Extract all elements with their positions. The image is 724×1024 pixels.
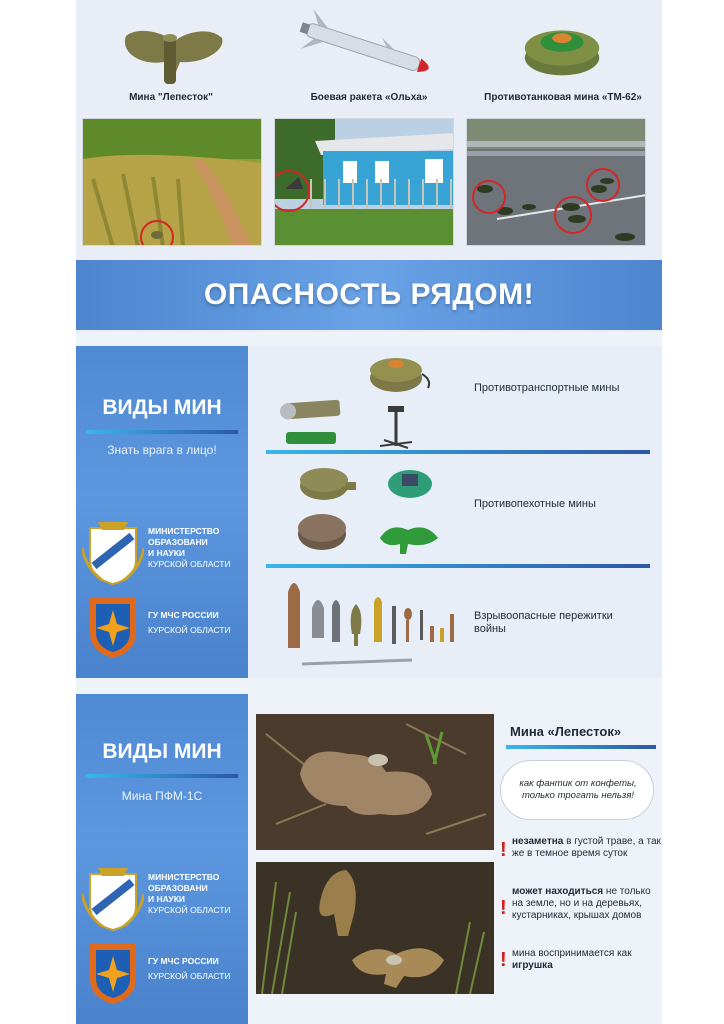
anti-personnel-label: Противопехотные мины bbox=[474, 498, 596, 510]
exclamation-icon: ! bbox=[500, 949, 507, 971]
separator-1 bbox=[266, 450, 650, 454]
mchs-line2: КУРСКОЙ ОБЛАСТИ bbox=[148, 625, 231, 635]
mchs-emblem-icon bbox=[82, 938, 144, 1006]
mine-types-panel bbox=[76, 346, 662, 678]
ministry-line4: КУРСКОЙ ОБЛАСТИ bbox=[148, 905, 231, 915]
ministry-logo bbox=[82, 864, 248, 932]
ministry-line4: КУРСКОЙ ОБЛАСТИ bbox=[148, 559, 231, 569]
mchs-emblem-icon bbox=[82, 592, 144, 660]
tm62-caption: Противотанковая мина «ТМ-62» bbox=[484, 92, 642, 103]
explosive-remnants-label: Взрывоопасные пережитки войны bbox=[474, 610, 613, 635]
anti-vehicle-mines-image bbox=[276, 350, 466, 450]
rocket-caption: Боевая ракета «Ольха» bbox=[310, 92, 428, 103]
ministry-line3: И НАУКИ bbox=[148, 548, 186, 558]
kursk-coat-of-arms-icon bbox=[82, 518, 144, 586]
ministry-line2: ОБРАЗОВАНИ bbox=[148, 537, 208, 547]
rocket-item bbox=[274, 0, 464, 110]
house-photo bbox=[274, 118, 454, 246]
pfm1s-sidebar bbox=[76, 694, 248, 1024]
ministry-logo bbox=[82, 518, 248, 586]
warning-item bbox=[500, 948, 660, 978]
petal-mine-title: Мина «Лепесток» bbox=[510, 724, 622, 739]
poster bbox=[76, 0, 662, 1024]
pfm1s-panel bbox=[76, 694, 662, 1024]
petal-mine-item bbox=[76, 0, 266, 110]
title-rule bbox=[506, 745, 656, 749]
ministry-line2: ОБРАЗОВАНИ bbox=[148, 883, 208, 893]
mchs-line1: ГУ МЧС РОССИИ bbox=[148, 956, 219, 966]
rocket-image bbox=[274, 8, 464, 86]
pfm1s-heading: ВИДЫ МИН bbox=[102, 740, 222, 763]
pfm1s-subtitle: Мина ПФМ-1С bbox=[121, 789, 203, 803]
petal-mine-image bbox=[76, 8, 266, 86]
mine-types-heading: ВИДЫ МИН bbox=[102, 396, 222, 419]
warning-1-bold: незаметна bbox=[512, 836, 564, 847]
mchs-logo bbox=[82, 938, 248, 1006]
mchs-line1: ГУ МЧС РОССИИ bbox=[148, 610, 219, 620]
tm62-mine-image bbox=[468, 8, 658, 86]
anti-personnel-mines-image bbox=[286, 458, 466, 560]
ministry-line1: МИНИСТЕРСТВО bbox=[148, 526, 220, 536]
petal-mine-caption: Мина "Лепесток" bbox=[129, 92, 213, 103]
road-mines-photo bbox=[466, 118, 646, 246]
warning-2-text: не только на земле, но и на деревьях, кустарниках, крышах домов bbox=[512, 886, 651, 921]
ministry-line3: И НАУКИ bbox=[148, 894, 186, 904]
mchs-line2: КУРСКОЙ ОБЛАСТИ bbox=[148, 971, 231, 981]
heading-rule bbox=[86, 774, 238, 778]
heading-rule bbox=[86, 430, 238, 434]
kursk-coat-of-arms-icon bbox=[82, 864, 144, 932]
danger-banner bbox=[76, 260, 662, 330]
danger-panel bbox=[76, 0, 662, 332]
bubble-text: как фантик от конфеты, только трогать нельзя! bbox=[519, 778, 637, 801]
explosive-remnants-image bbox=[282, 572, 462, 672]
pfm1s-soil-photo bbox=[256, 714, 494, 850]
warning-3-bold: игрушка bbox=[512, 960, 553, 971]
exclamation-icon: ! bbox=[500, 897, 507, 919]
mchs-logo bbox=[82, 592, 248, 660]
warning-2-bold: может находиться bbox=[512, 886, 604, 897]
warning-3-text: мина воспринимается как bbox=[512, 948, 632, 959]
tm62-item bbox=[468, 0, 662, 110]
danger-banner-text: ОПАСНОСТЬ РЯДОМ! bbox=[203, 278, 535, 311]
anti-vehicle-label: Противотранспортные мины bbox=[474, 382, 620, 394]
mine-types-sidebar bbox=[76, 346, 248, 678]
ministry-line1: МИНИСТЕРСТВО bbox=[148, 872, 220, 882]
warning-item bbox=[500, 886, 660, 936]
candy-wrapper-bubble bbox=[500, 760, 654, 820]
warning-1-text: в густой траве, а так же в темное время суток bbox=[512, 836, 661, 859]
field-path-photo bbox=[82, 118, 262, 246]
exclamation-icon: ! bbox=[500, 839, 507, 861]
warning-item bbox=[500, 836, 660, 876]
mine-types-subtitle: Знать врага в лицо! bbox=[107, 443, 217, 457]
separator-2 bbox=[266, 564, 650, 568]
pfm1s-grass-photo bbox=[256, 862, 494, 994]
